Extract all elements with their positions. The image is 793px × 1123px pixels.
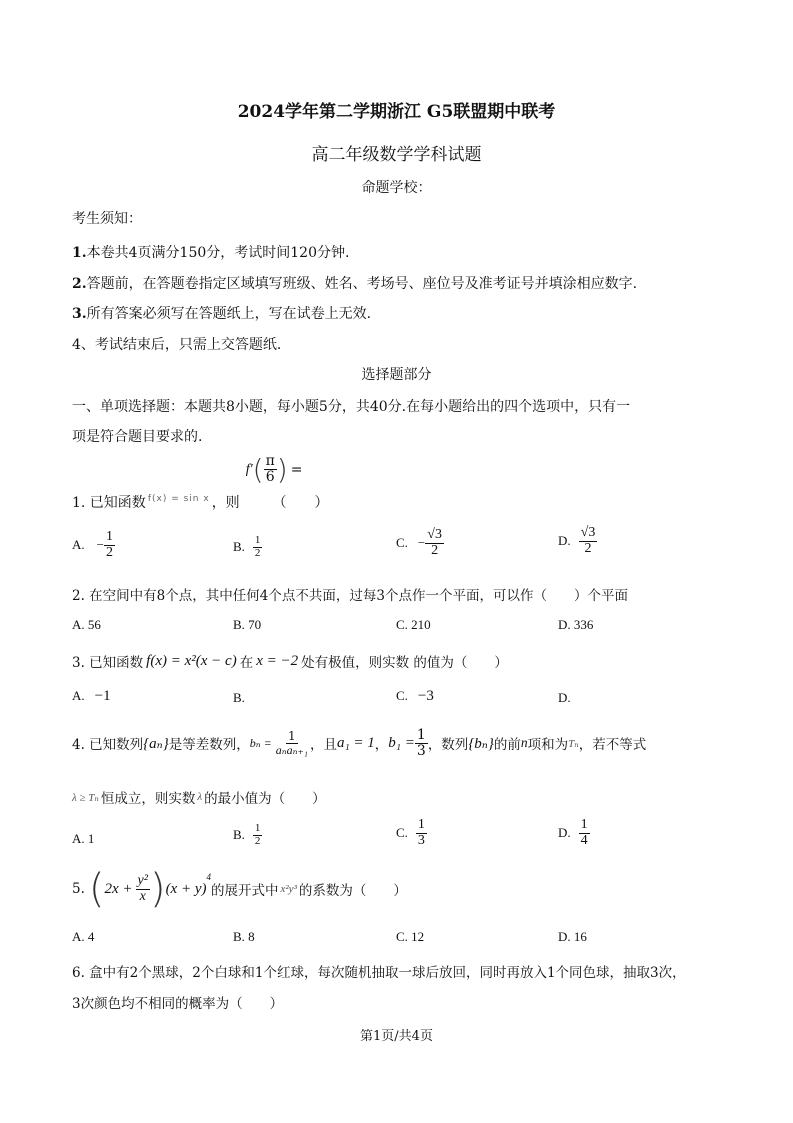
frac-den: 3 — [417, 832, 425, 848]
q3-option-c — [396, 688, 434, 705]
option-label: A. — [72, 537, 85, 553]
q1-rparen: ) — [276, 453, 288, 486]
q5-mid: 的展开式中 — [211, 883, 279, 899]
frac-den: 2 — [105, 544, 113, 560]
option-frac — [416, 818, 427, 848]
frac-num: 1 — [288, 728, 296, 743]
q5-power: 4 — [206, 872, 211, 882]
question-4 — [72, 720, 646, 766]
author-school: 命题学校： — [361, 180, 432, 196]
q4-p5: ，数列 — [427, 737, 469, 753]
q1-lparen: ( — [252, 453, 264, 486]
notice-num: 4、 — [72, 337, 95, 353]
question-3 — [72, 651, 508, 671]
q4-an: {aₙ} — [143, 735, 169, 752]
option-frac — [253, 535, 263, 559]
q5-option-d: D. 16 — [558, 929, 587, 944]
q5-option-c: C. 12 — [396, 929, 425, 944]
q1-option-d — [558, 526, 597, 556]
notice-text: 考试结束后，只需上交答题纸. — [94, 337, 282, 353]
q4-p7: 项和为 — [527, 737, 569, 753]
notice-heading: 考生须知： — [72, 211, 142, 227]
q5-rparen: ) — [149, 866, 166, 912]
q4-bn2: {bₙ} — [468, 735, 494, 752]
q4-ineq: λ ≥ Tₙ — [72, 791, 99, 804]
frac-num: 1 — [416, 726, 426, 743]
section-heading-line1: 一、单项选择题：本题共8小题，每小题5分，共40分.在每小题给出的四个选项中，只有一 — [72, 399, 631, 415]
q3-option-b: B. — [233, 690, 245, 705]
option-frac — [579, 526, 598, 556]
q1-mid: ，则 — [211, 495, 240, 511]
notice-text: 答题前，在答题卷指定区域填写班级、姓名、考场号、座位号及准考证号并填涂相应数字. — [86, 276, 638, 292]
frac-den: 2 — [254, 834, 261, 847]
q1-eq: = — [290, 461, 303, 478]
option-sign: − — [417, 535, 426, 551]
option-frac — [425, 528, 444, 558]
q1-prefix: 1. 已知函数 — [72, 495, 146, 511]
section-heading-line2: 项是符合题目要求的. — [72, 429, 203, 445]
option-label: B. — [233, 539, 245, 555]
q3-suffix: 处有极值，则实数 的值为（ ） — [301, 655, 508, 671]
notice-item-3 — [72, 303, 371, 323]
q2-option-d: D. 336 — [558, 617, 594, 632]
frac-den: 4 — [580, 832, 588, 848]
q4-option-b — [233, 823, 262, 847]
q5-end: 的系数为（ ） — [298, 883, 407, 899]
notice-num: 2. — [72, 276, 87, 292]
q3-func: f(x) = x²(x − c) — [146, 652, 237, 669]
option-label: A. — [72, 688, 85, 703]
q3-mid: 在 — [239, 655, 254, 671]
q5-lparen: ( — [88, 866, 105, 912]
q4-p3: ，且 — [309, 737, 337, 753]
question-4-line2 — [72, 787, 326, 807]
notice-text: 本卷共4页满分150分，考试时间120分钟. — [86, 245, 350, 261]
exam-subtitle: 高二年级数学学科试题 — [311, 145, 482, 165]
q5-expr-b: (x + y) — [165, 880, 207, 897]
option-sign: − — [96, 537, 104, 553]
q2-option-a: A. 56 — [72, 617, 101, 632]
q1-blank: （ ） — [272, 495, 329, 511]
q4-lambda: λ — [197, 791, 203, 803]
frac-num: 1 — [580, 817, 588, 832]
q4-option-d — [558, 818, 590, 848]
frac-den: 2 — [584, 540, 592, 556]
q2-option-c: C. 210 — [396, 617, 431, 632]
q5-frac — [136, 874, 150, 904]
frac-num: y² — [137, 872, 148, 888]
frac-den: 3 — [416, 742, 426, 759]
question-6-line2: 3次颜色均不相同的概率为（ ） — [72, 996, 284, 1012]
question-2: 2. 在空间中有8个点，其中任何4个点不共面，过每3个点作一个平面，可以作（ ）个平面 — [72, 588, 628, 604]
frac-den: 2 — [431, 542, 439, 558]
q1-frac — [264, 454, 277, 484]
q1-derivative — [246, 453, 303, 486]
q4-prefix: 4. 已知数列 — [72, 737, 144, 753]
q4-line2-end: 的最小值为（ ） — [204, 791, 326, 807]
q5-prefix: 5. — [72, 881, 85, 897]
frac-num: 1 — [254, 534, 261, 546]
notice-item-2 — [72, 273, 637, 293]
q4-bn: bₙ = — [249, 735, 272, 750]
q1-func: f(x) = sin x — [147, 494, 210, 504]
notice-num: 3. — [72, 306, 87, 322]
q4-n: n — [520, 735, 528, 750]
q4-p2: 是等差数列， — [168, 737, 250, 753]
q4-Tn: Tₙ — [568, 737, 579, 750]
frac-num: 1 — [105, 529, 113, 544]
option-label: D. — [558, 533, 571, 549]
frac-den: aₙaₙ₊₁ — [275, 742, 308, 757]
frac-num: √3 — [580, 525, 596, 540]
q4-p8: ，若不等式 — [578, 737, 647, 753]
q4-p4: ， — [374, 737, 389, 753]
q4-option-c — [396, 818, 427, 848]
page-footer: 第1页/共4页 — [360, 1029, 433, 1044]
option-label: D. — [558, 825, 571, 841]
question-6-line1: 6. 盒中有2个黑球，2个白球和1个红球，每次随机抽取一球后放回，同时再放入1个同色球，抽取3次， — [72, 965, 686, 981]
option-value: −3 — [417, 688, 434, 704]
q4-frac — [274, 730, 310, 756]
q1-option-a — [72, 530, 115, 560]
question-5 — [72, 862, 407, 916]
q5-option-a: A. 4 — [72, 929, 95, 944]
frac-num: √3 — [427, 527, 442, 542]
notice-item-1 — [72, 242, 349, 262]
q4-option-a: A. 1 — [72, 831, 95, 846]
q1-option-b — [233, 535, 262, 559]
notice-num: 1. — [72, 245, 87, 261]
option-frac — [253, 823, 263, 847]
option-frac — [579, 818, 590, 848]
q2-option-b: B. 70 — [233, 617, 262, 632]
option-label: C. — [396, 825, 408, 841]
frac-den: 2 — [254, 546, 261, 559]
question-1 — [72, 452, 328, 512]
notice-item-4 — [72, 334, 281, 354]
q1-lhs: f′ — [245, 461, 253, 477]
q3-option-a — [72, 688, 111, 705]
option-label: B. — [233, 827, 245, 843]
q3-cond: x = −2 — [256, 652, 299, 669]
frac-num: 1 — [417, 817, 425, 832]
q4-b1-frac — [415, 728, 428, 758]
frac-num: 1 — [254, 822, 261, 834]
q5-option-b: B. 8 — [233, 929, 255, 944]
option-frac — [104, 530, 115, 560]
option-label: C. — [396, 688, 408, 703]
q1-frac-num: π — [265, 453, 275, 470]
notice-text: 所有答案必须写在答题纸上，写在试卷上无效. — [86, 306, 372, 322]
exam-title: 2024学年第二学期浙江 G5联盟期中联考 — [237, 102, 556, 122]
q4-line2-text: 恒成立，则实数 — [100, 791, 196, 807]
q3-option-d: D. — [558, 690, 571, 705]
option-label: C. — [396, 535, 408, 551]
q4-p6: 的前 — [493, 737, 521, 753]
q4-b1: b₁ = — [388, 734, 415, 751]
q3-prefix: 3. 已知函数 — [72, 655, 144, 671]
option-value: −1 — [94, 688, 111, 704]
q5-term: x²y³ — [280, 883, 297, 895]
q1-frac-den: 6 — [265, 469, 275, 485]
q1-option-c — [396, 528, 444, 558]
q4-a1: a₁ = 1 — [336, 734, 375, 751]
part-title: 选择题部分 — [361, 367, 432, 383]
frac-den: x — [139, 888, 146, 904]
q5-expr-a: 2x + — [104, 880, 133, 897]
